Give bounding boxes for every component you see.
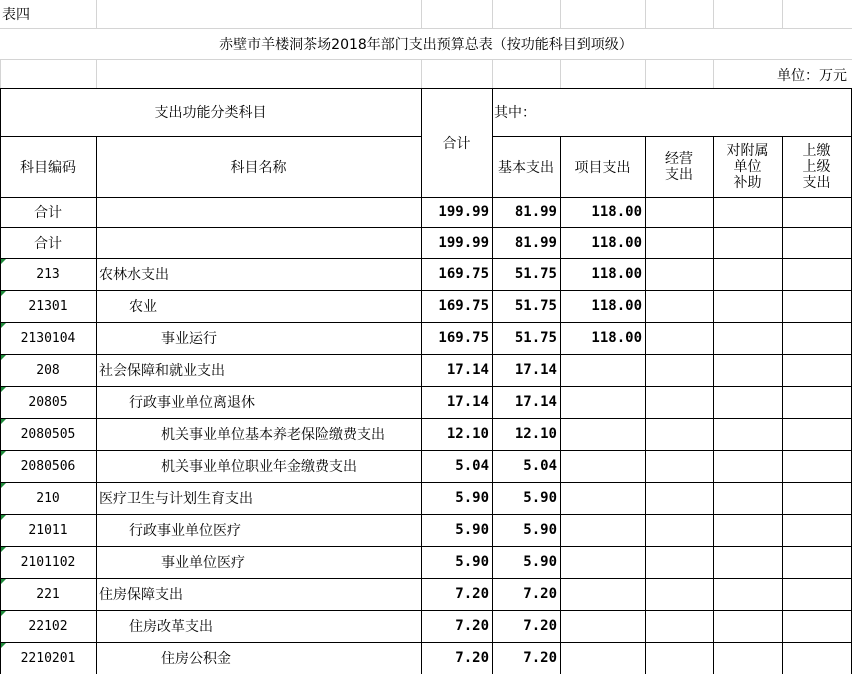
cell-marker-icon	[1, 387, 6, 392]
row-basic-value: 51.75	[514, 298, 557, 314]
row-basic-value: 5.90	[523, 522, 557, 538]
row-name	[96, 227, 421, 258]
row-project-value	[560, 450, 645, 482]
header-basic: 基本支出	[498, 159, 554, 176]
row-name: 社会保障和就业支出	[99, 363, 225, 379]
row-total-value: 169.75	[438, 330, 489, 346]
header-subsidiary-line: 对附属	[726, 142, 769, 159]
cell-marker-icon	[1, 547, 6, 552]
row-project-value	[560, 482, 645, 514]
cell-marker-icon	[1, 355, 6, 360]
row-code: 21301	[28, 298, 68, 314]
header-remit-line: 上级	[802, 158, 831, 175]
row-project-value: 118.00	[591, 330, 642, 346]
header-subsidiary	[713, 136, 782, 197]
row-name	[96, 197, 421, 227]
row-code: 21011	[28, 522, 68, 538]
cell-marker-icon	[1, 611, 6, 616]
row-project-value	[560, 418, 645, 450]
row-basic-value: 5.90	[523, 490, 557, 506]
header-subsidiary-line: 补助	[733, 174, 762, 191]
cell-marker-icon	[1, 323, 6, 328]
cell-marker-icon	[1, 579, 6, 584]
row-basic-value: 12.10	[514, 426, 557, 442]
header-project: 项目支出	[574, 159, 631, 176]
row-total-value: 17.14	[446, 362, 489, 378]
row-project-value	[560, 546, 645, 578]
cell-marker-icon	[1, 515, 6, 520]
row-total-value: 5.90	[455, 490, 489, 506]
row-name: 住房公积金	[161, 651, 231, 667]
row-project-value	[560, 354, 645, 386]
row-total-value: 199.99	[438, 204, 489, 220]
row-total-value: 7.20	[455, 586, 489, 602]
row-name: 事业运行	[161, 331, 217, 347]
header-name: 科目名称	[230, 159, 287, 176]
row-total-value: 17.14	[446, 394, 489, 410]
header-operating-line: 支出	[665, 166, 693, 183]
sheet-label: 表四	[2, 7, 30, 23]
row-total-value: 199.99	[438, 234, 489, 251]
row-project-value: 118.00	[591, 234, 642, 251]
row-total-value: 5.04	[455, 458, 489, 474]
header-remit-line: 上缴	[802, 142, 831, 159]
row-code: 221	[36, 586, 60, 602]
row-code: 210	[36, 490, 60, 506]
row-code: 2080506	[20, 458, 76, 474]
row-code: 合计	[34, 235, 62, 252]
row-name: 行政事业单位医疗	[129, 523, 241, 539]
row-project-value	[560, 386, 645, 418]
cell-marker-icon	[1, 643, 6, 648]
row-basic-value: 5.04	[523, 458, 557, 474]
header-remit	[782, 136, 851, 197]
row-name: 住房改革支出	[129, 619, 213, 635]
row-basic-value: 17.14	[514, 394, 557, 410]
row-name: 事业单位医疗	[161, 555, 245, 571]
header-remit-line: 支出	[802, 174, 831, 191]
cell-marker-icon	[1, 451, 6, 456]
row-name: 住房保障支出	[99, 587, 183, 603]
row-code: 20805	[28, 394, 68, 410]
row-project-value	[560, 514, 645, 546]
row-basic-value: 7.20	[523, 650, 557, 666]
row-project-value	[560, 610, 645, 642]
row-code: 2101102	[20, 554, 76, 570]
header-total: 合计	[442, 135, 471, 152]
row-code: 2080505	[20, 426, 76, 442]
row-basic-value: 51.75	[514, 330, 557, 346]
row-name: 农业	[129, 299, 157, 315]
row-name: 医疗卫生与计划生育支出	[99, 491, 253, 507]
row-total-value: 12.10	[446, 426, 489, 442]
row-total-value: 7.20	[455, 618, 489, 634]
row-project-value: 118.00	[591, 266, 642, 282]
row-code: 22102	[28, 618, 68, 634]
row-total-value: 5.90	[455, 554, 489, 570]
row-name: 机关事业单位基本养老保险缴费支出	[161, 427, 385, 443]
header-operating-line: 经营	[665, 150, 693, 167]
row-basic-value: 5.90	[523, 554, 557, 570]
cell-marker-icon	[1, 419, 6, 424]
row-basic-value: 7.20	[523, 618, 557, 634]
row-name: 行政事业单位离退休	[129, 395, 255, 411]
header-operating	[645, 136, 713, 197]
row-basic-value: 17.14	[514, 362, 557, 378]
row-total-value: 169.75	[438, 266, 489, 282]
row-code: 2130104	[20, 330, 76, 346]
row-basic-value: 81.99	[514, 204, 557, 220]
row-basic-value: 81.99	[514, 234, 557, 251]
row-code: 合计	[34, 205, 62, 221]
row-project-value: 118.00	[591, 298, 642, 314]
row-basic-value: 7.20	[523, 586, 557, 602]
row-project-value: 118.00	[591, 204, 642, 220]
header-among: 其中：	[494, 105, 536, 121]
row-project-value	[560, 578, 645, 610]
header-subsidiary-line: 单位	[733, 158, 762, 175]
row-code: 213	[36, 266, 60, 282]
page-title: 赤壁市羊楼洞茶场2018年部门支出预算总表（按功能科目到项级）	[219, 36, 633, 53]
row-name: 机关事业单位职业年金缴费支出	[161, 459, 357, 475]
cell-marker-icon	[1, 483, 6, 488]
row-project-value	[560, 642, 645, 674]
cell-marker-icon	[1, 259, 6, 264]
row-code: 208	[36, 362, 60, 378]
row-basic-value: 51.75	[514, 266, 557, 282]
row-total-value: 169.75	[438, 298, 489, 314]
row-total-value: 5.90	[455, 522, 489, 538]
unit-label: 单位：万元	[777, 68, 847, 84]
cell-marker-icon	[1, 291, 6, 296]
header-category: 支出功能分类科目	[154, 105, 267, 121]
header-code: 科目编码	[20, 159, 76, 176]
row-name: 农林水支出	[99, 267, 169, 283]
row-total-value: 7.20	[455, 650, 489, 666]
row-code: 2210201	[20, 650, 76, 666]
